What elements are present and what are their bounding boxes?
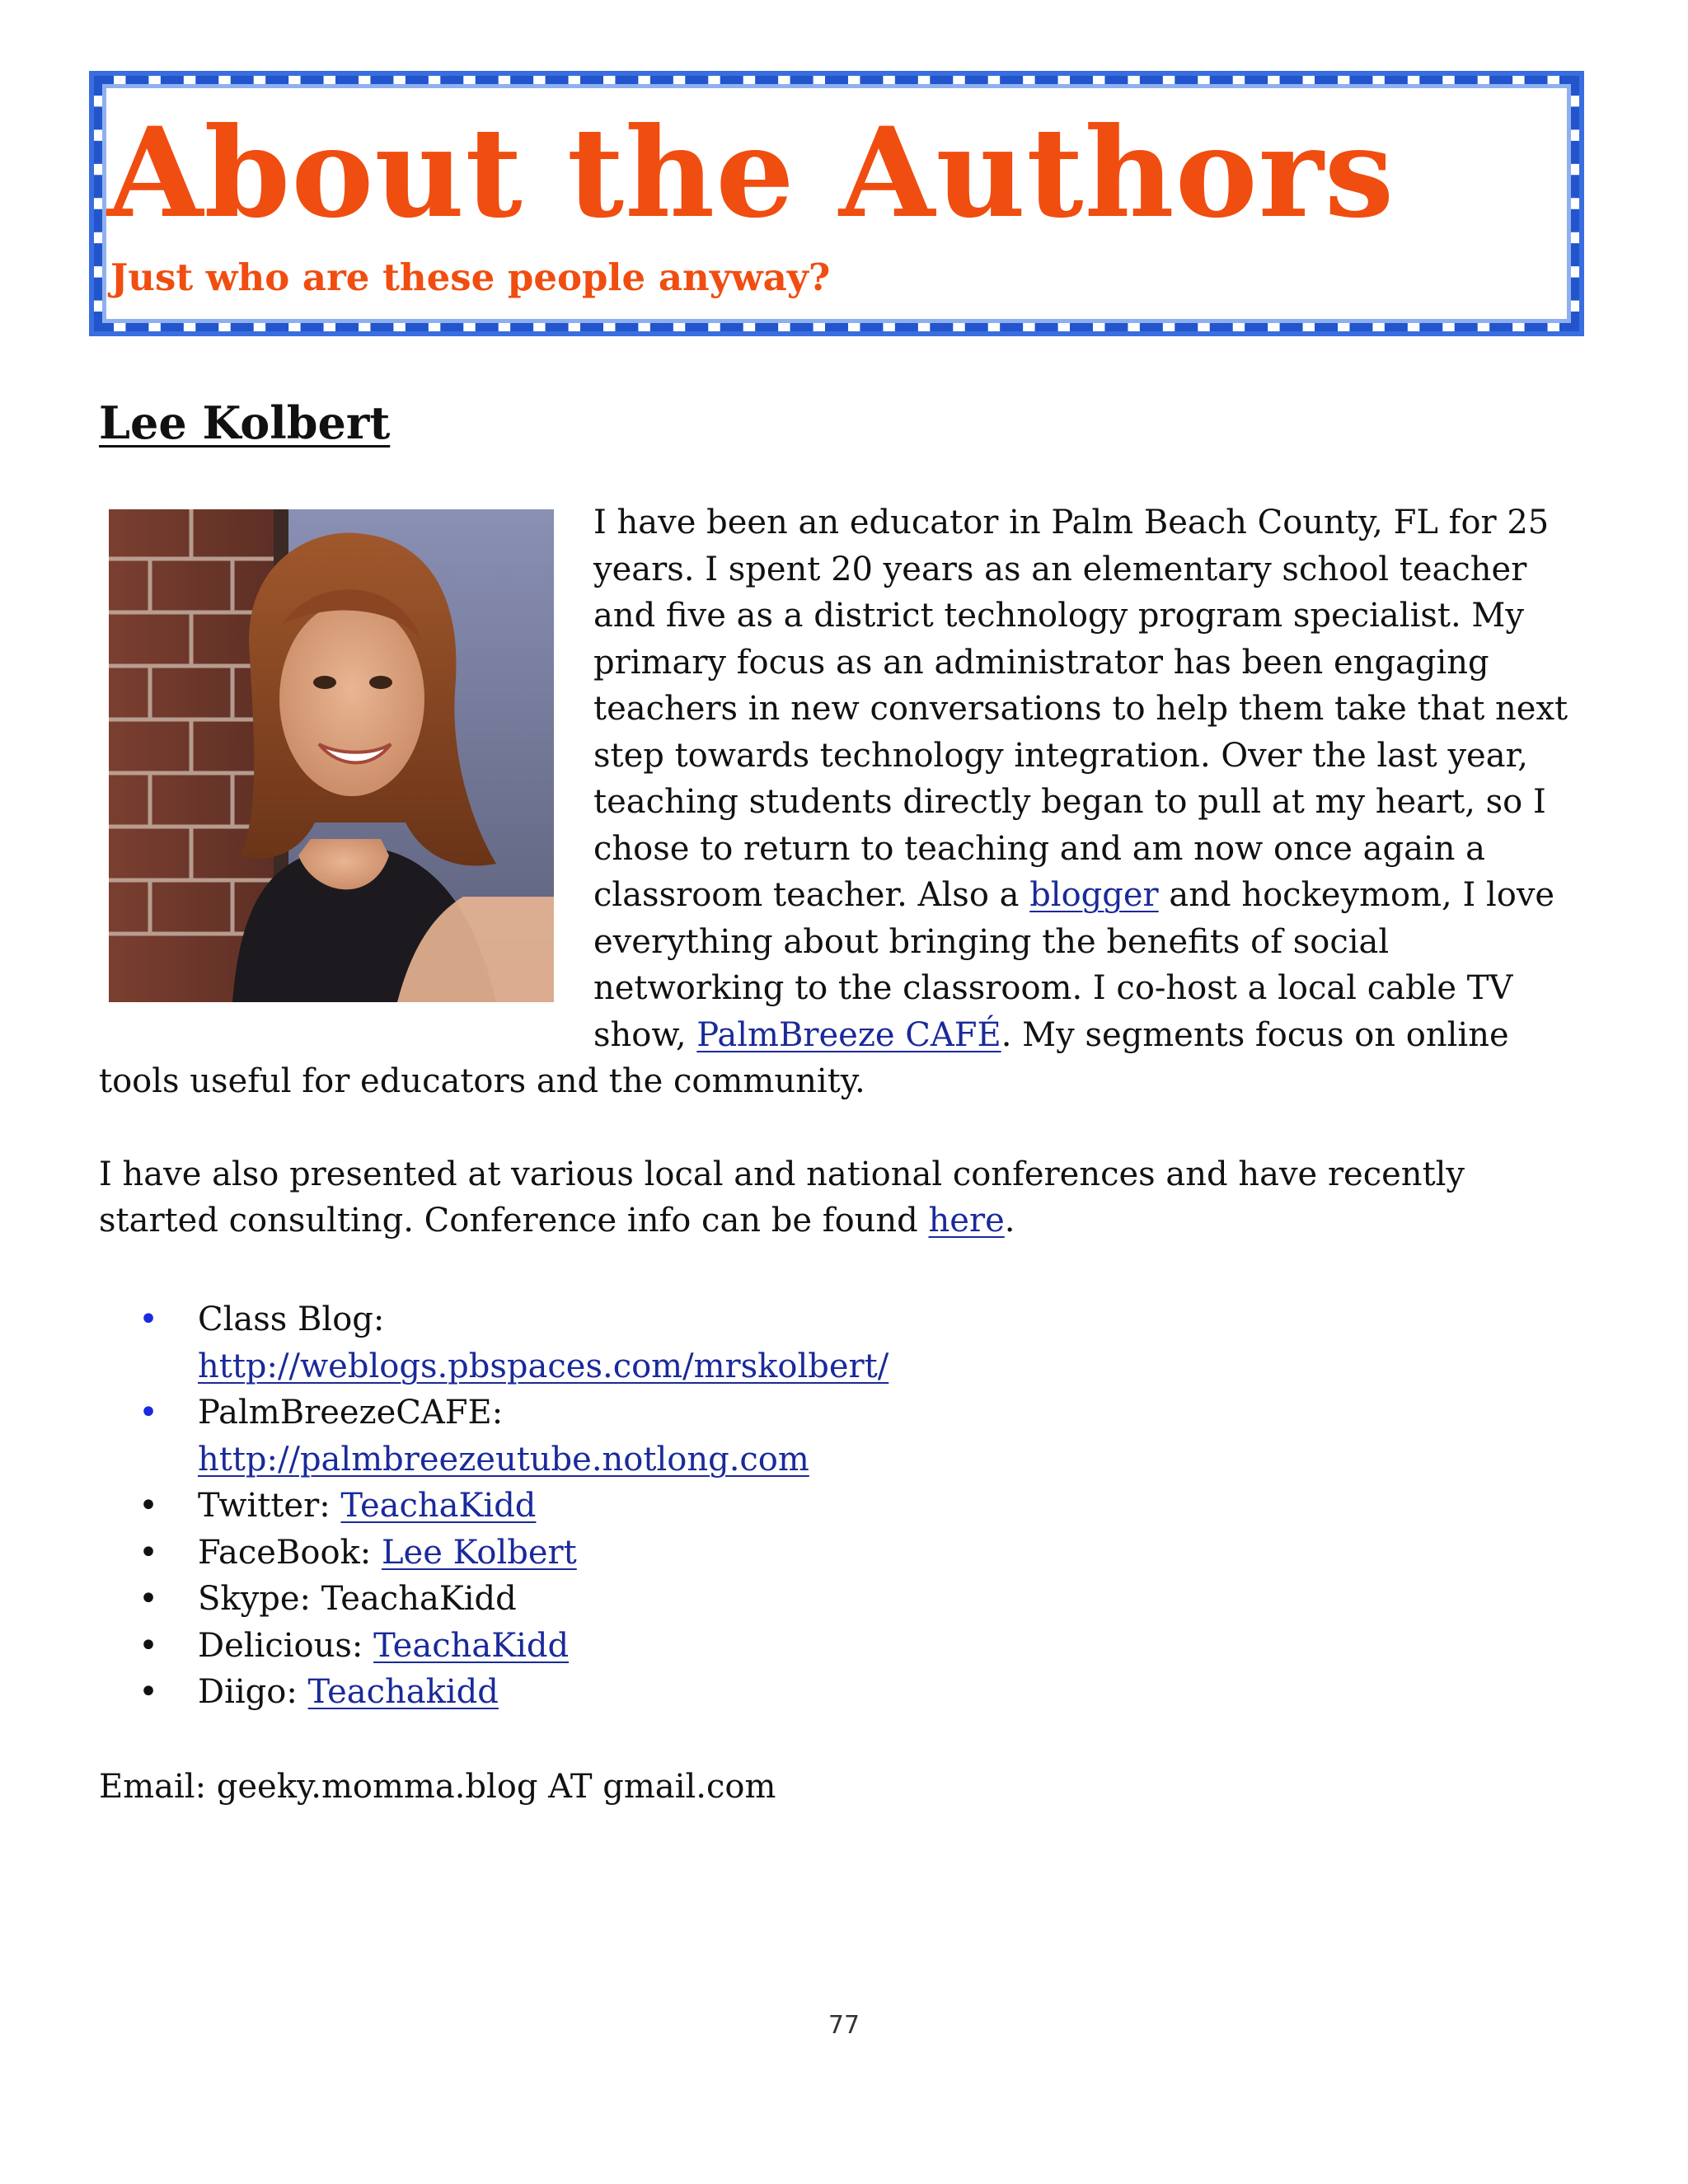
bio-text: . — [1004, 1202, 1015, 1240]
bullet-icon: • — [138, 1487, 158, 1525]
list-item-class-blog — [99, 1296, 889, 1390]
bio-text: I have been an educator in Palm Beach County, FL for 25 years. I spent 20 years as an elementary school teacher and five as a district technology program specialist. My primary focus as an administrator has been engaging teachers in new conversations to help them take that next step towards technology integration. Over the last year, teaching students directly began to pull at my heart, so I chose to return to teaching and am now once again a classroom teacher. Also a — [593, 504, 1568, 914]
delicious-link[interactable]: TeachaKidd — [373, 1626, 570, 1665]
page-title: About the Authors — [107, 101, 1395, 246]
twitter-link[interactable]: TeachaKidd — [340, 1487, 537, 1525]
palmbreeze-cafe-link[interactable]: PalmBreeze CAFÉ — [696, 1015, 1001, 1054]
palmbreezecafe-link[interactable]: http://palmbreezeutube.notlong.com — [198, 1440, 809, 1479]
list-item-facebook — [99, 1530, 889, 1577]
blogger-link[interactable]: blogger — [1029, 876, 1159, 914]
link-label: Twitter: — [198, 1487, 341, 1525]
author-name: Lee Kolbert — [99, 396, 391, 449]
bullet-icon: • — [138, 1533, 158, 1572]
contact-links-list — [99, 1296, 889, 1716]
bio-text: I have also presented at various local and national conferences and have recently started consulting. Conference info can be found — [99, 1155, 1465, 1240]
link-label: Skype: TeachaKidd — [198, 1580, 517, 1618]
page-subtitle: Just who are these people anyway? — [110, 255, 831, 299]
bullet-icon: • — [138, 1673, 158, 1711]
diigo-link[interactable]: Teachakidd — [307, 1673, 499, 1711]
list-item-palmbreezecafe — [99, 1390, 889, 1483]
bullet-icon: • — [138, 1626, 158, 1665]
class-blog-link[interactable]: http://weblogs.pbspaces.com/mrskolbert/ — [198, 1347, 889, 1385]
conference-info-link[interactable]: here — [928, 1202, 1005, 1240]
list-item-diigo — [99, 1669, 889, 1716]
bio-text: . My segments focus on online tools useful for educators and the community. — [99, 1015, 1509, 1100]
list-item-twitter — [99, 1483, 889, 1530]
bullet-icon: • — [138, 1301, 158, 1338]
page-number: 77 — [828, 2011, 860, 2040]
bullet-icon: • — [138, 1394, 158, 1432]
bio-text: and hockeymom, I love everything about bringing the benefits of social networking to the classroom. I co-host a local cable TV show, — [593, 876, 1555, 1054]
photo-text-wrap-spacer — [99, 499, 593, 1020]
author-email: Email: geeky.momma.blog AT gmail.com — [99, 1768, 776, 1806]
link-label: Delicious: — [198, 1626, 374, 1665]
list-item-skype — [99, 1576, 889, 1623]
link-label: PalmBreezeCAFE: — [198, 1394, 504, 1432]
bullet-icon: • — [138, 1580, 158, 1618]
bio-paragraph-2 — [99, 1151, 1582, 1244]
link-label: Diigo: — [198, 1673, 308, 1711]
list-item-delicious — [99, 1623, 889, 1670]
author-bio — [99, 499, 1582, 1244]
facebook-link[interactable]: Lee Kolbert — [381, 1533, 577, 1572]
link-label: Class Blog: — [198, 1301, 385, 1338]
link-label: FaceBook: — [198, 1533, 382, 1572]
